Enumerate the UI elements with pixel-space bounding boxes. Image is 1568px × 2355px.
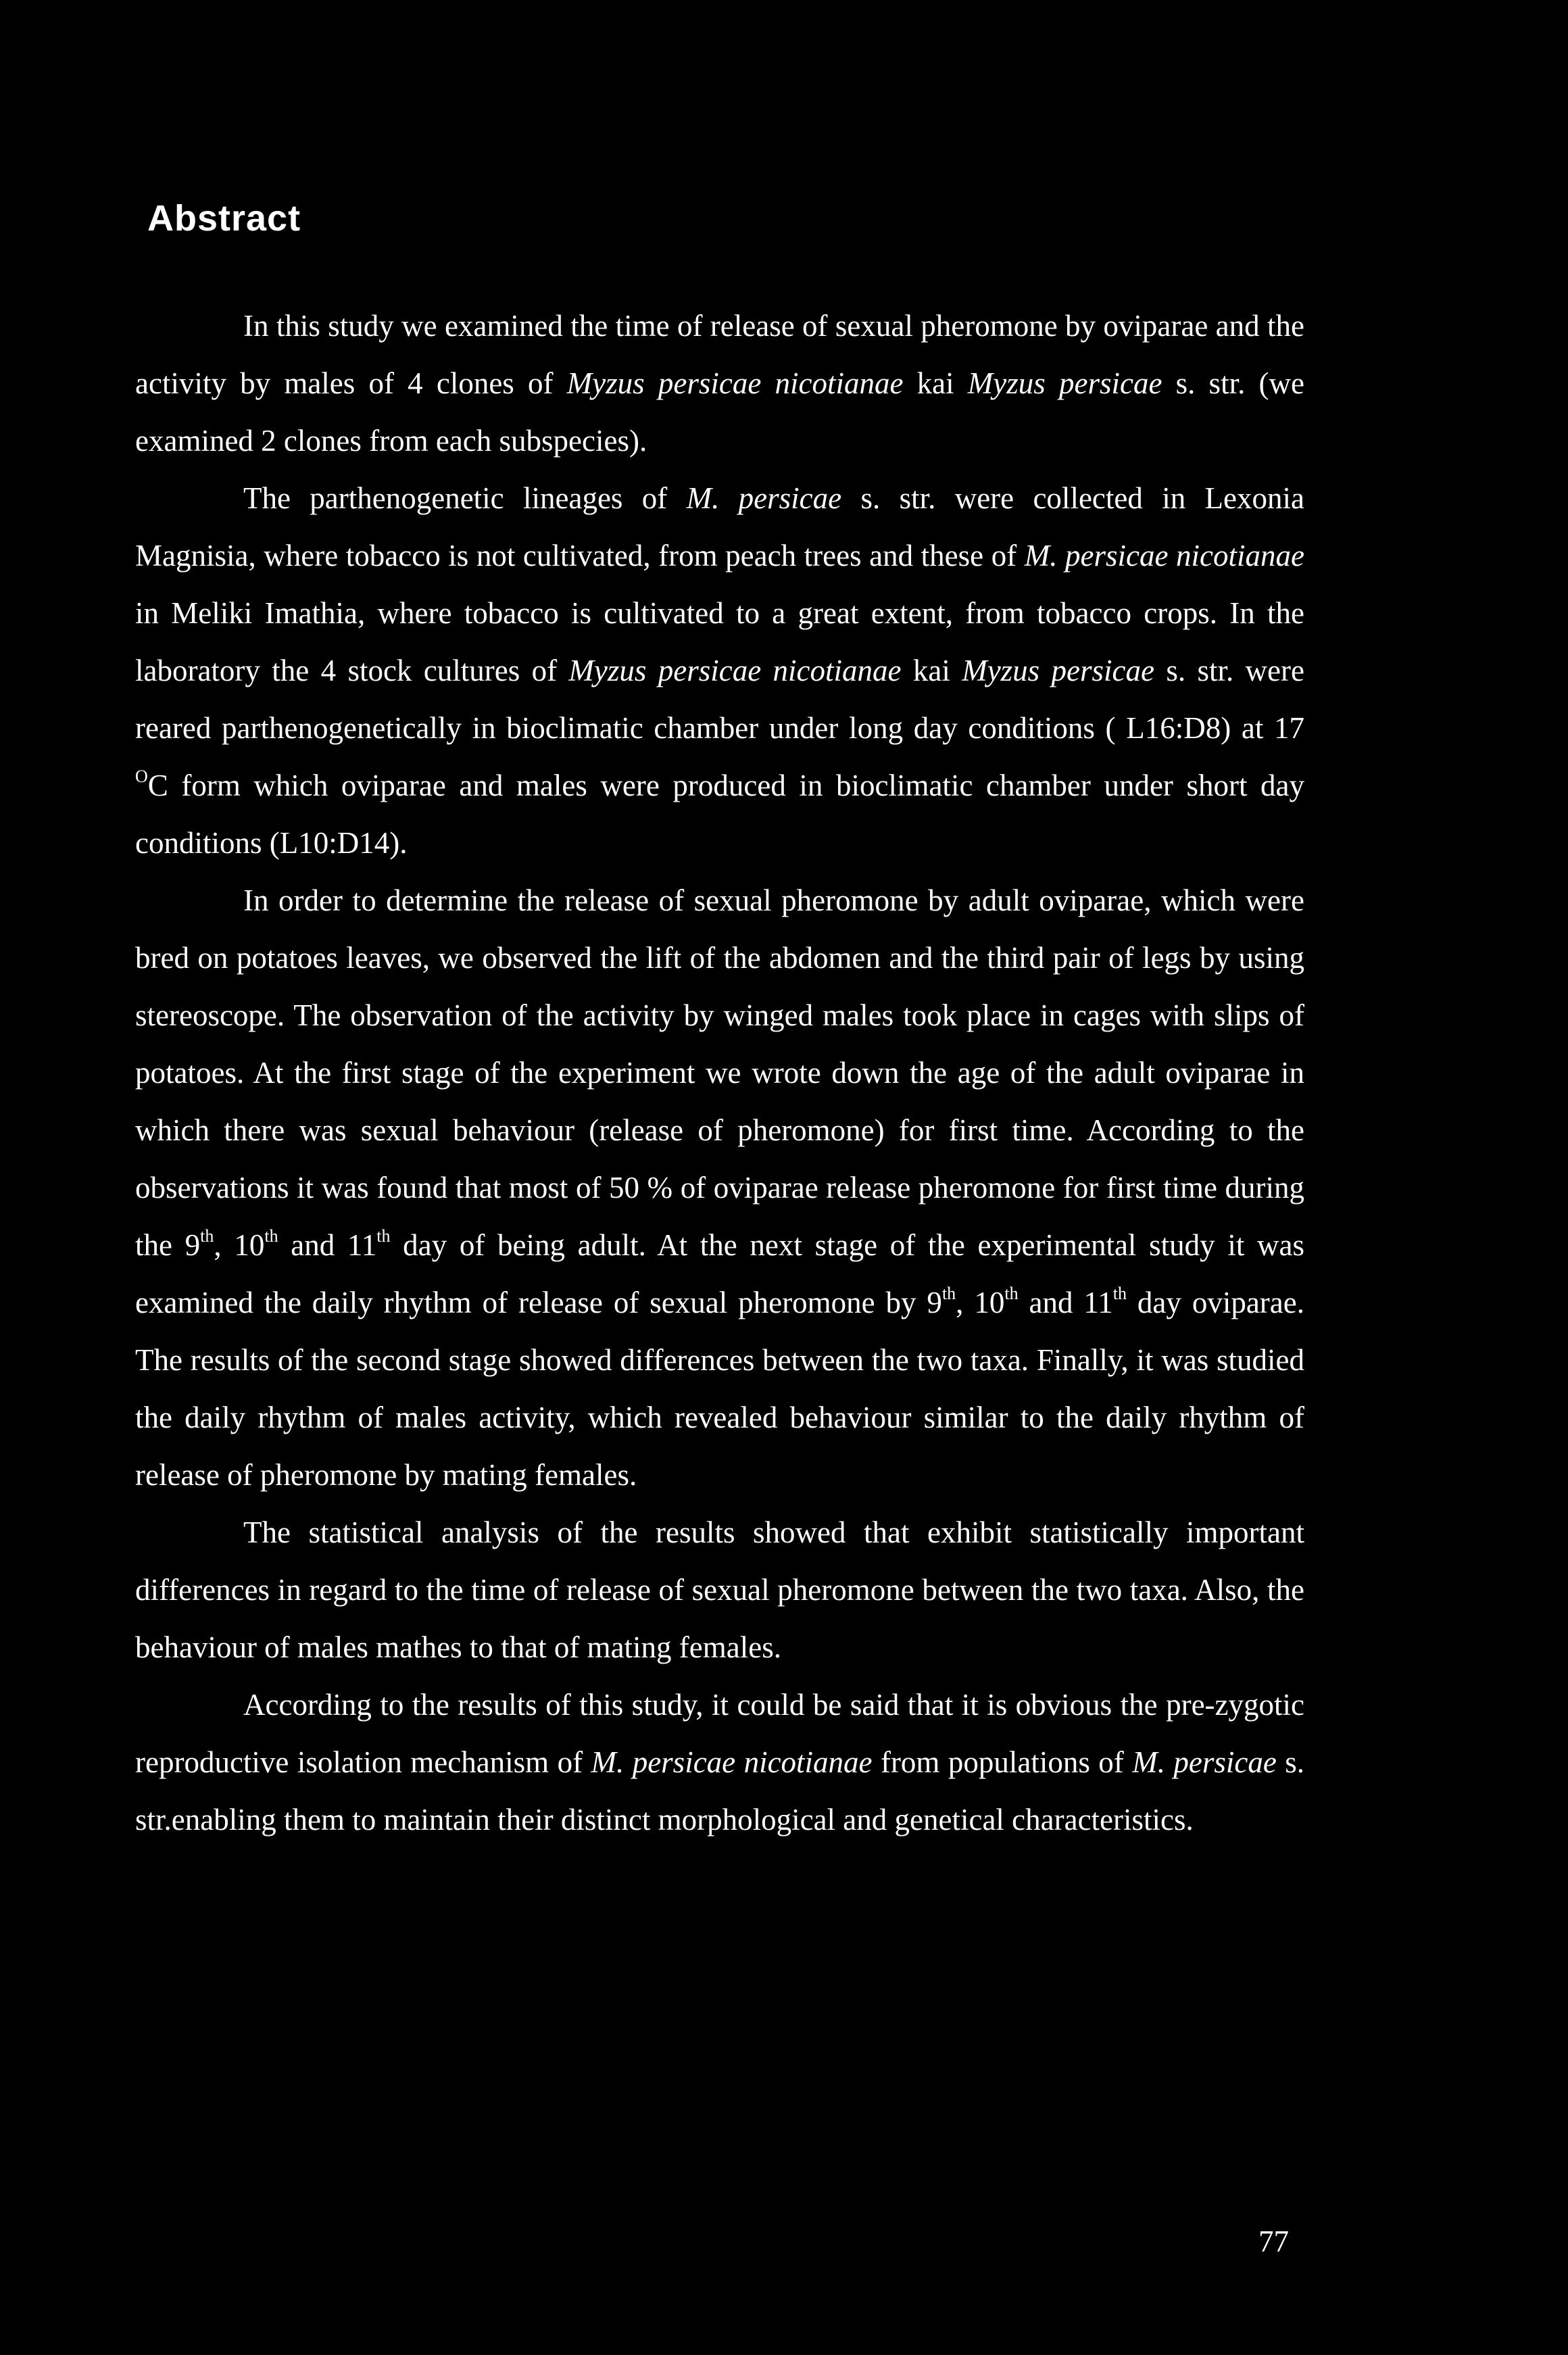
abstract-paragraph	[135, 1504, 1304, 1676]
italic-species-name: M. persicae nicotianae	[1024, 539, 1305, 573]
superscript-text: th	[1004, 1284, 1019, 1303]
paragraph-text: kai	[901, 654, 962, 687]
abstract-paragraph	[135, 297, 1304, 470]
abstract-paragraph	[135, 872, 1304, 1504]
paragraph-text: The statistical analysis of the results showed that exhibit statistically important differences in regard to the time of release of sexual pheromone between the two taxa. Also, the behaviour of males mathes to that of mating females.	[135, 1515, 1304, 1664]
paragraph-text: and 11	[1018, 1286, 1113, 1319]
paragraph-text: from populations of	[872, 1745, 1133, 1779]
italic-species-name: Myzus persicae nicotianae	[568, 654, 902, 687]
superscript-text: th	[264, 1226, 278, 1246]
paragraph-text: and 11	[278, 1228, 377, 1262]
paragraph-text: s. str. (we examined 2 clones from each subspecies).	[135, 366, 1304, 458]
paragraph-text: According to the results of this study, it could be said that it is obvious the pre-zygotic reproductive isolation mechanism of	[135, 1688, 1304, 1779]
paragraph-text: day of being adult. At the next stage of the experimental study it was examined the daily rhythm of release of sexual pheromone by 9	[135, 1228, 1304, 1319]
paragraph-text: , 10	[214, 1228, 265, 1262]
abstract-body	[135, 297, 1304, 1849]
paragraph-text: in Meliki Imathia, where tobacco is cultivated to a great extent, from tobacco crops. In the laboratory the 4 stock cultures of	[135, 596, 1304, 687]
superscript-text: th	[200, 1226, 214, 1246]
paragraph-text: s. str. were collected in Lexonia Magnisia, where tobacco is not cultivated, from peach trees and these of	[135, 481, 1304, 573]
paragraph-text: s. str. were reared parthenogenetically in bioclimatic chamber under long day conditions ( L16:D8) at 17	[135, 654, 1304, 745]
superscript-text: th	[376, 1226, 391, 1246]
abstract-paragraph	[135, 470, 1304, 872]
abstract-paragraph	[135, 1676, 1304, 1849]
italic-species-name: M. persicae	[686, 481, 842, 515]
paragraph-text: C form which oviparae and males were produced in bioclimatic chamber under short day conditions (L10:D14).	[135, 769, 1304, 860]
abstract-heading: Abstract	[147, 198, 301, 239]
paragraph-text: In order to determine the release of sexual pheromone by adult oviparae, which were bred on potatoes leaves, we observed the lift of the abdomen and the third pair of legs by using stereoscope. The observation of the activity by winged males took place in cages with slips of potatoes. At the first stage of the experiment we wrote down the age of the adult oviparae in which there was sexual behaviour (release of pheromone) for first time. According to the observations it was found that most of 50 % of oviparae release pheromone for first time during the 9	[135, 883, 1304, 1262]
italic-species-name: M. persicae nicotianae	[591, 1745, 873, 1779]
superscript-text: th	[1112, 1284, 1127, 1303]
page-number: 77	[1258, 2225, 1289, 2258]
paragraph-text: The parthenogenetic lineages of	[243, 481, 687, 515]
italic-species-name: Myzus persicae	[962, 654, 1154, 687]
paragraph-text: day oviparae. The results of the second stage showed differences between the two taxa. Finally, it was studied the daily rhythm of males activity, which revealed behaviour similar to the daily rhythm of release of pheromone by mating females.	[135, 1286, 1304, 1492]
paragraph-text: kai	[903, 366, 968, 400]
superscript-text: th	[941, 1284, 956, 1303]
paragraph-text: s. str.enabling them to maintain their distinct morphological and genetical characteristics.	[135, 1745, 1305, 1837]
italic-species-name: Myzus persicae nicotianae	[566, 366, 904, 400]
superscript-text: O	[135, 767, 148, 786]
paragraph-text: , 10	[956, 1286, 1005, 1319]
paragraph-text: In this study we examined the time of release of sexual pheromone by oviparae and the activity by males of 4 clones of	[135, 309, 1304, 400]
italic-species-name: Myzus persicae	[967, 366, 1162, 400]
italic-species-name: M. persicae	[1132, 1745, 1277, 1779]
